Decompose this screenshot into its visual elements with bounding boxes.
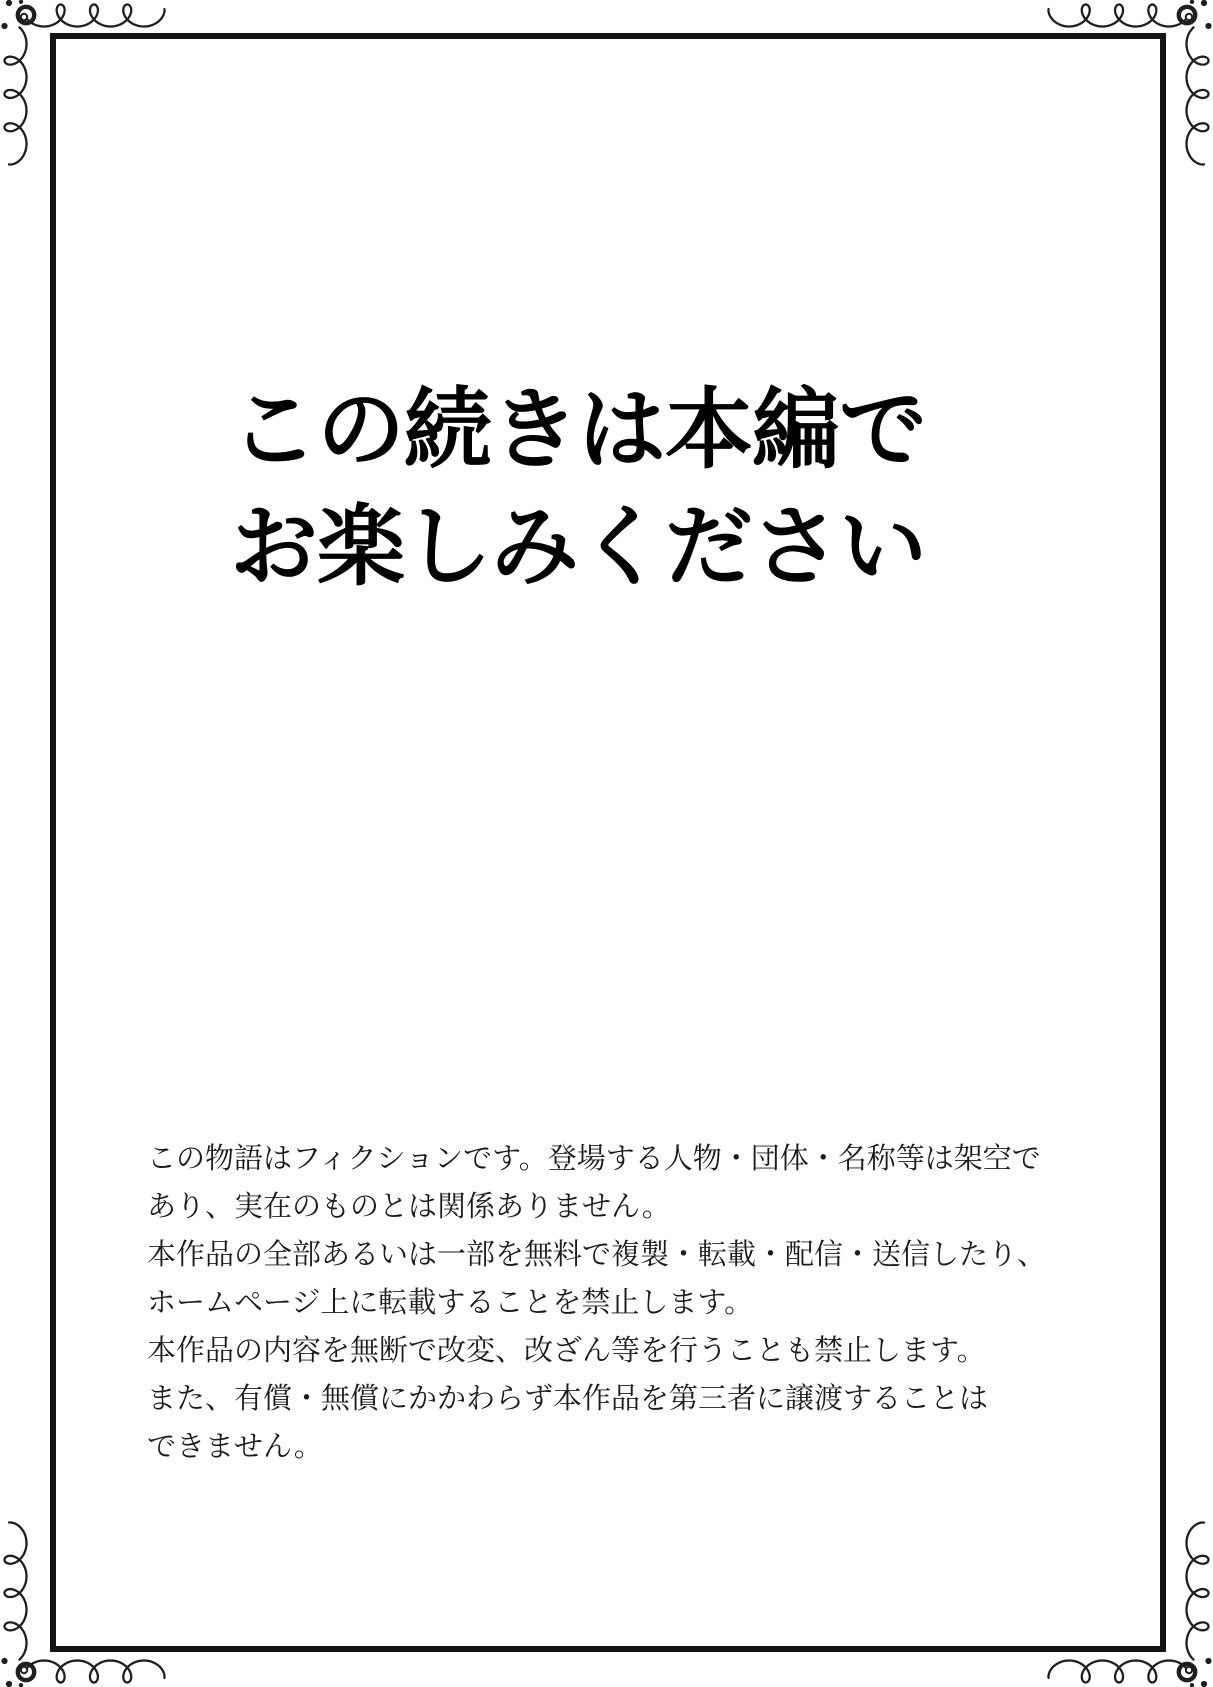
page-title-line-2: お楽しみください [230, 497, 927, 596]
disclaimer-line: この物語はフィクションです。登場する人物・団体・名称等は架空で [147, 1143, 1041, 1175]
disclaimer-line: 本作品の内容を無断で改変、改ざん等を行うことも禁止します。 [147, 1335, 986, 1367]
disclaimer-line: あり、実在のものとは関係ありません。 [147, 1191, 671, 1223]
disclaimer-line: できません。 [147, 1431, 323, 1463]
disclaimer-line: ホームページ上に転載することを禁止します。 [147, 1287, 754, 1319]
disclaimer-line: また、有償・無償にかかわらず本作品を第三者に譲渡することは [147, 1383, 989, 1415]
page-title [230, 371, 926, 605]
disclaimer-text [147, 1135, 1046, 1471]
page-title-line-1: この続きは本編で [230, 380, 927, 479]
disclaimer-line: 本作品の全部あるいは一部を無料で複製・転載・配信・送信したり、 [147, 1239, 1047, 1271]
